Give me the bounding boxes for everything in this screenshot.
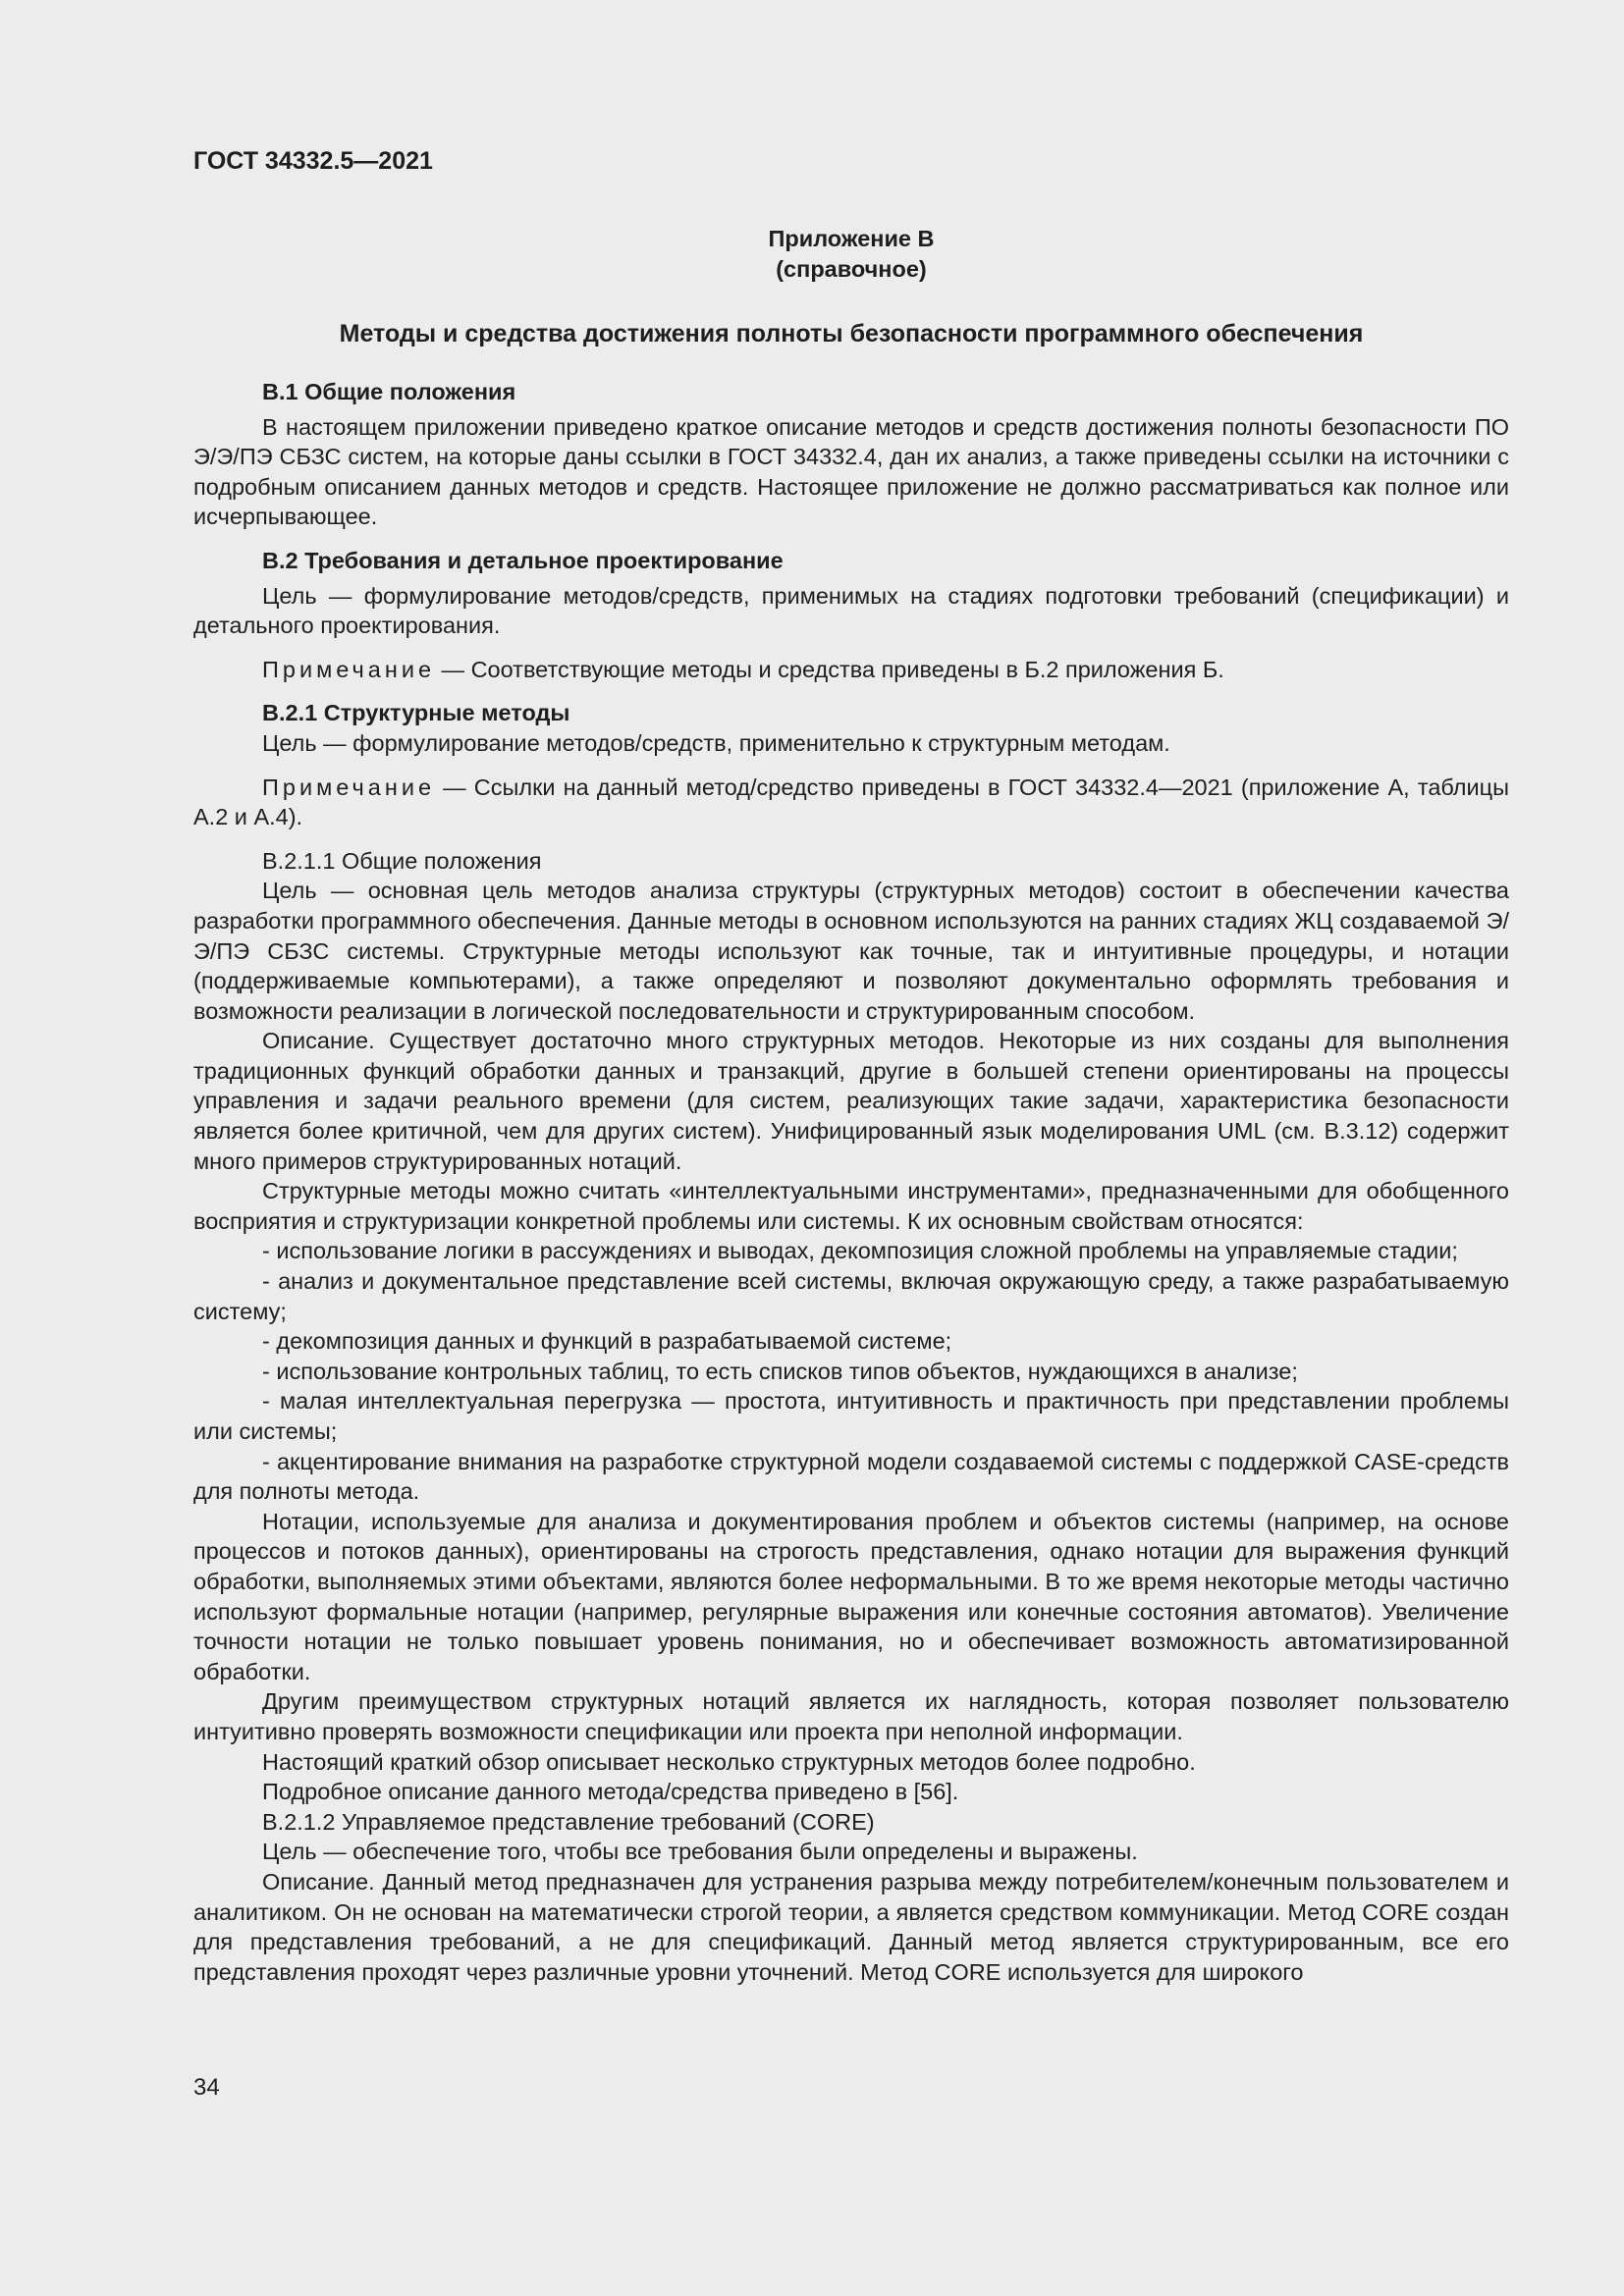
paragraph: Цель — обеспечение того, чтобы все требования были определены и выражены. (262, 1839, 1138, 1865)
list-item: - акцентирование внимания на разработке структурной модели создаваемой системы с поддержкой CASE-средств для полноты метода. (193, 1448, 1509, 1505)
annex-type: (справочное) (776, 256, 927, 282)
paragraph: Другим преимуществом структурных нотаций является их наглядность, которая позволяет пользователю интуитивно проверять возможности спецификации или проекта при неполной информации. (193, 1688, 1509, 1744)
section-b21-text: Цель — формулирование методов/средств, применительно к структурным методам. (262, 729, 1170, 756)
section-b21-note (193, 773, 1509, 832)
standard-header: ГОСТ 34332.5—2021 (193, 147, 433, 175)
list-item: - анализ и документальное представление всей системы, включая окружающую среду, а также разрабатываемую систему; (193, 1268, 1509, 1324)
list-item: - использование контрольных таблиц, то есть списков типов объектов, нуждающихся в анализе; (262, 1358, 1298, 1384)
note-label: Примечание (262, 656, 436, 682)
annex-title: Приложение В (768, 226, 935, 251)
list-item: - декомпозиция данных и функций в разрабатываемой системе; (262, 1328, 952, 1355)
section-b2-note (193, 655, 1509, 685)
note-text: — Ссылки на данный метод/средство приведены в ГОСТ 34332.4—2021 (приложение А, таблицы А.2 и А.4). (193, 774, 1509, 830)
page-content (193, 224, 1509, 1987)
note-label: Примечание (262, 774, 436, 800)
note-text: — Соответствующие методы и средства приведены в Б.2 приложения Б. (435, 656, 1224, 682)
paragraph: Описание. Данный метод предназначен для устранения разрыва между потребителем/конечным пользователем и аналитиком. Он не основан на математически строгой теории, а является средством коммуникации. Метод CORE создан для представления требований, а не для спецификаций. Данный метод является структурированным, все его представления проходят через различные уровни уточнений. Метод CORE используется для широкого (193, 1868, 1509, 1985)
section-b211-heading: В.2.1.1 Общие положения (262, 847, 542, 874)
section-b2-heading: В.2 Требования и детальное проектирование (262, 547, 784, 573)
list-item: - использование логики в рассуждениях и выводах, декомпозиция сложной проблемы на управляемые стадии; (262, 1238, 1458, 1264)
paragraph: Структурные методы можно считать «интеллектуальными инструментами», предназначенными для обобщенного восприятия и структуризации конкретной проблемы или системы. К их основным свойствам относятся: (193, 1178, 1509, 1234)
section-b1-text: В настоящем приложении приведено краткое описание методов и средств достижения полноты безопасности ПО Э/Э/ПЭ СБЗС систем, на которые даны ссылки в ГОСТ 34332.4, дан их анализ, а также приведены ссылки на источники с подробным описанием данных методов и средств. Настоящее приложение не должно рассматриваться как полное или исчерпывающее. (193, 413, 1509, 530)
section-b2-text: Цель — формулирование методов/средств, применимых на стадиях подготовки требований (спецификации) и детального проектирования. (193, 582, 1509, 639)
main-title: Методы и средства достижения полноты безопасности программного обеспечения (339, 320, 1364, 347)
paragraph: Описание. Существует достаточно много структурных методов. Некоторые из них созданы для выполнения традиционных функций обработки данных и транзакций, другие в большей степени ориентированы на процессы управления и задачи реального времени (для систем, реализующих такие задачи, характеристика безопасности является более критичной, чем для других систем). Унифицированный язык моделирования UML (см. В.3.12) содержит много примеров структурированных нотаций. (193, 1028, 1509, 1174)
paragraph: Подробное описание данного метода/средства приведено в [56]. (262, 1779, 959, 1805)
section-b1-heading: В.1 Общие положения (262, 379, 516, 404)
page-number: 34 (193, 2074, 220, 2101)
paragraph: Нотации, используемые для анализа и документирования проблем и объектов системы (например, на основе процессов и потоков данных), ориентированы на строгость представления, однако нотации для выражения функций обработки, выполняемых этими объектами, являются более неформальными. В то же время некоторые методы частично используют формальные нотации (например, регулярные выражения или конечные состояния автоматов). Увеличение точности нотации не только повышает уровень понимания, но и обеспечивает возможность автоматизированной обработки. (193, 1508, 1509, 1684)
paragraph: Цель — основная цель методов анализа структуры (структурных методов) состоит в обеспечении качества разработки программного обеспечения. Данные методы в основном используются на ранних стадиях ЖЦ создаваемой Э/Э/ПЭ СБЗС системы. Структурные методы используют как точные, так и интуитивные процедуры, и нотации (поддерживаемые компьютерами), а также определяют и позволяют документально оформлять требования и возможности реализации в логической последовательности и структурированным способом. (193, 878, 1509, 1024)
section-b21-heading: В.2.1 Структурные методы (262, 700, 570, 726)
section-b212-heading: В.2.1.2 Управляемое представление требований (CORE) (262, 1808, 875, 1835)
list-item: - малая интеллектуальная перегрузка — простота, интуитивность и практичность при представлении проблемы или системы; (193, 1388, 1509, 1444)
paragraph: Настоящий краткий обзор описывает несколько структурных методов более подробно. (262, 1748, 1196, 1775)
